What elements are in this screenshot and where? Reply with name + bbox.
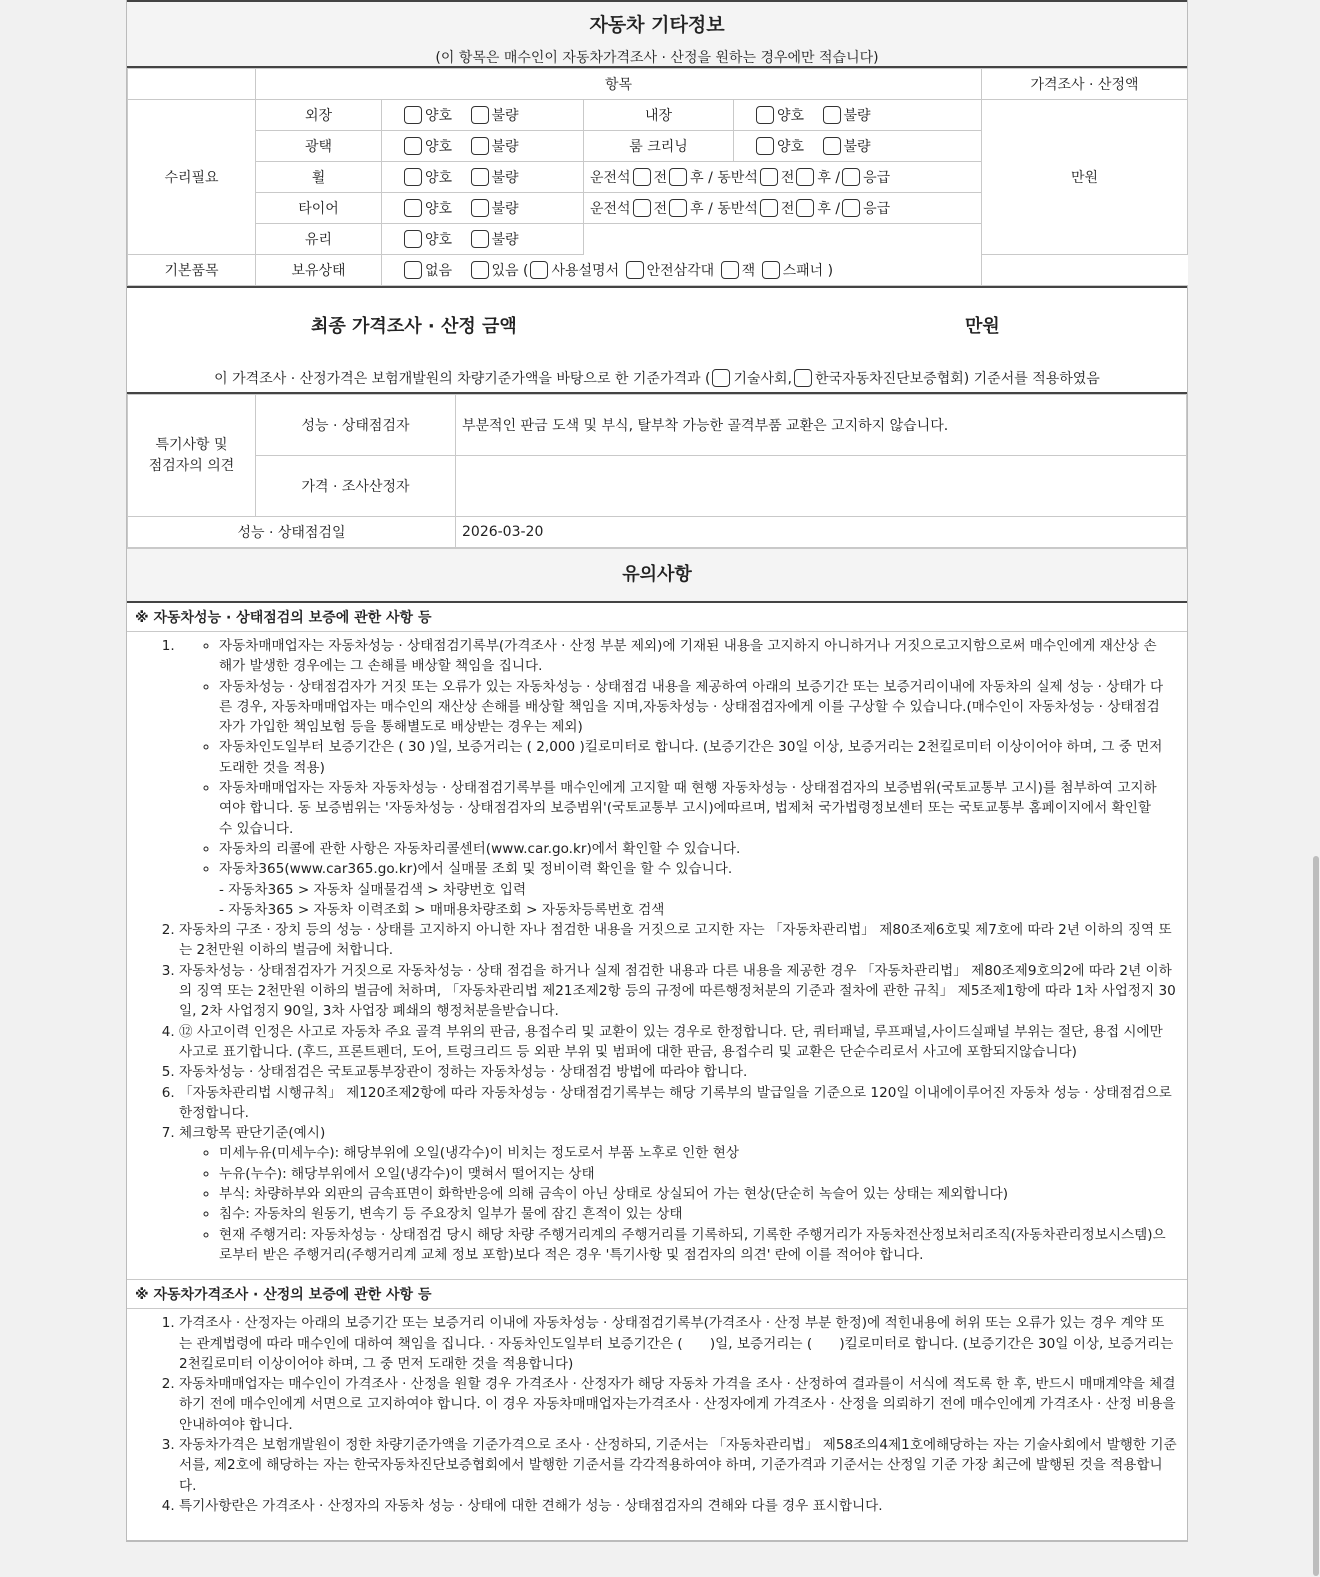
- inspector-label: 성능 · 상태점검자: [256, 395, 456, 456]
- opinion-table: [127, 394, 1187, 548]
- tire-good-checkbox[interactable]: [404, 199, 422, 217]
- list-item: 3. 자동차성능 · 상태점검자가 거짓으로 자동차성능 · 상태 점검을 하거나 실제 점검한 내용과 다른 내용을 제공한 경우 「자동차관리법」 제80조제9호의2에 따라 2년 이하의 징역 또는 2천만원 이하의 벌금에 처하며, 「자동차관리법 제21조제2항 등의 규정에 따른행정처분의 기준과 절차에 관한 규칙」 제5조제1항에 따라 1차 사업정지 30일, 2차 사업정지 90일, 3차 사업장 폐쇄의 행정처분을받습니다.: [179, 961, 1187, 1022]
- corner-cell: [128, 69, 256, 100]
- wheel-bad-checkbox[interactable]: [471, 168, 489, 186]
- notice-section1-list: [127, 636, 1187, 1265]
- list-item: ◦ 자동차의 리콜에 관한 사항은 자동차리콜센터(www.car.go.kr)에서 확인할 수 있습니다.: [219, 839, 1177, 859]
- tire-options: 양호 불량: [382, 193, 584, 224]
- empty-cell: [584, 224, 982, 255]
- list-item: ◦ 현재 주행거리: 자동차성능 · 상태점검 당시 해당 차량 주행거리계의 주행거리를 기록하되, 기록한 주행거리가 자동차전산정보처리조직(자동차관리정보시스템)으로부터 받은 주행거리(주행거리계 교체 정보 포함)보다 적은 경우 '특기사항 및 점검자의 의견' 란에 이를 적어야 합니다.: [219, 1225, 1177, 1266]
- inspector-opinion-text[interactable]: 부분적인 판금 도색 및 부식, 탈부착 가능한 골격부품 교환은 고지하지 않습니다.: [456, 395, 1187, 456]
- final-amount-block: [127, 286, 1187, 394]
- list-item: 1. 가격조사 · 산정자는 아래의 보증기간 또는 보증거리 이내에 자동차성능 · 상태점검기록부(가격조사 · 산정 부분 한정)에 적힌내용에 허위 또는 오류가 있는 경우 계약 또는 관계법령에 따라 매수인에 대하여 책임을 집니다. · 자동차인도일부터 보증기간은 ( )일, 보증거리는 ( )킬로미터로 합니다. (보증기간은 30일 이상, 보증거리는 2천킬로미터 이상이어야 하며, 그 중 먼저 도래한 것을 적용합니다): [179, 1313, 1187, 1374]
- item-column-header: 항목: [256, 69, 982, 100]
- list-item: 6. 「자동차관리법 시행규칙」 제120조제2항에 따라 자동차성능 · 상태점검기록부는 해당 기록부의 발급일을 기준으로 120일 이내에이루어진 자동차 성능 · 상태점검으로 한정합니다.: [179, 1083, 1187, 1124]
- engineer-society-checkbox[interactable]: [712, 369, 730, 387]
- wheel-options: 양호 불량: [382, 162, 584, 193]
- room-cleaning-bad-checkbox[interactable]: [823, 137, 841, 155]
- list-item: ◦ 자동차인도일부터 보증기간은 ( 30 )일, 보증거리는 ( 2,000 )킬로미터로 합니다. (보증기간은 30일 이상, 보증거리는 2천킬로미터 이상이어야 하며, 그 중 먼저 도래한 것을 적용): [219, 737, 1177, 778]
- price-column-header: 가격조사 · 산정액: [982, 69, 1188, 100]
- tire-driver-front-checkbox[interactable]: [633, 199, 651, 217]
- row-label-room-cleaning: 룸 크리닝: [584, 131, 734, 162]
- spanner-checkbox[interactable]: [762, 261, 780, 279]
- empty-price-cell: [982, 255, 1188, 286]
- interior-bad-checkbox[interactable]: [823, 106, 841, 124]
- wheel-passenger-rear-checkbox[interactable]: [796, 168, 814, 186]
- glass-options: 양호 불량: [382, 224, 584, 255]
- wheel-position-options: 운전석 전 후 / 동반석 전 후 / 응급: [584, 162, 982, 193]
- final-amount-unit: 만원: [965, 316, 1000, 337]
- row-label-glass: 유리: [256, 224, 382, 255]
- appraiser-opinion-text[interactable]: [456, 456, 1187, 517]
- room-cleaning-options: 양호 불량: [734, 131, 982, 162]
- final-amount-label: 최종 가격조사 · 산정 금액: [311, 316, 517, 337]
- notice-section1-title: ※ 자동차성능 · 상태점검의 보증에 관한 사항 등: [127, 603, 1187, 632]
- list-item: 2. 자동차의 구조 · 장치 등의 성능 · 상태를 고지하지 아니한 자나 점검한 내용을 거짓으로 고지한 자는 「자동차관리법」 제80조제6호및 제7호에 따라 2년 이하의 징역 또는 2천만원 이하의 벌금에 처합니다.: [179, 920, 1187, 961]
- interior-options: 양호 불량: [734, 100, 982, 131]
- wheel-good-checkbox[interactable]: [404, 168, 422, 186]
- glass-good-checkbox[interactable]: [404, 230, 422, 248]
- final-amount-note: 이 가격조사 · 산정가격은 보험개발원의 차량기준가액을 바탕으로 한 기준가격과 ( 기술사회, 한국자동차진단보증협회) 기준서를 적용하였음: [214, 371, 1100, 387]
- other-info-header: [127, 0, 1187, 68]
- wheel-passenger-front-checkbox[interactable]: [760, 168, 778, 186]
- dash-item: - 자동차365 > 자동차 이력조회 > 매매용차량조회 > 자동차등록번호 검색: [219, 901, 665, 918]
- tire-emergency-checkbox[interactable]: [842, 199, 860, 217]
- section-title: 자동차 기타정보: [589, 14, 725, 36]
- row-label-wheel: 휠: [256, 162, 382, 193]
- diagnosis-association-checkbox[interactable]: [794, 369, 812, 387]
- list-item: ◦ 자동차매매업자는 자동차 자동차성능 · 상태점검기록부를 매수인에게 고지할 때 현행 자동차성능 · 상태점검자의 보증범위(국토교통부 고시)를 첨부하여 고지하여야 합니다. 동 보증범위는 '자동차성능 · 상태점검자의 보증범위'(국토교통부 고시)에따르며, 법제처 국가법령정보센터 또는 국토교통부 홈페이지에서 확인할 수 있습니다.: [219, 778, 1177, 839]
- row-label-gloss: 광택: [256, 131, 382, 162]
- possession-none-checkbox[interactable]: [404, 261, 422, 279]
- glass-bad-checkbox[interactable]: [471, 230, 489, 248]
- list-item: ◦ 자동차365(www.car365.go.kr)에서 실매물 조회 및 정비이력 확인을 할 수 있습니다. - 자동차365 > 자동차 실매물검색 > 차량번호 입력 - 자동차365 > 자동차 이력조회 > 매매용차량조회 > 자동차등록번호 검색: [219, 859, 1177, 920]
- vertical-scrollbar[interactable]: [1300, 0, 1320, 1577]
- possession-has-checkbox[interactable]: [471, 261, 489, 279]
- list-item: 4. ⑫ 사고이력 인정은 사고로 자동차 주요 골격 부위의 판금, 용접수리 및 교환이 있는 경우로 한정합니다. 단, 쿼터패널, 루프패널,사이드실패널 부위는 절단, 용접 시에만 사고로 표기합니다. (후드, 프론트펜더, 도어, 트렁크리드 등 외판 부위 및 범퍼에 대한 판금, 용접수리 및 교환은 단순수리로서 사고에 포함되지않습니다): [179, 1022, 1187, 1063]
- opinion-group-label: 특기사항 및 점검자의 의견: [128, 395, 256, 517]
- exterior-options: 양호 불량: [382, 100, 584, 131]
- manual-checkbox[interactable]: [530, 261, 548, 279]
- list-item: 4. 특기사항란은 가격조사 · 산정자의 자동차 성능 · 상태에 대한 견해가 성능 · 상태점검자의 견해와 다를 경우 표시합니다.: [179, 1496, 1187, 1516]
- room-cleaning-good-checkbox[interactable]: [756, 137, 774, 155]
- list-item: ◦ 누유(누수): 해당부위에서 오일(냉각수)이 맺혀서 떨어지는 상태: [219, 1164, 1177, 1184]
- section-subtitle: (이 항목은 매수인이 자동차가격조사 · 산정을 원하는 경우에만 적습니다): [435, 50, 879, 66]
- tire-driver-rear-checkbox[interactable]: [669, 199, 687, 217]
- exterior-bad-checkbox[interactable]: [471, 106, 489, 124]
- tire-bad-checkbox[interactable]: [471, 199, 489, 217]
- list-item: 5. 자동차성능 · 상태점검은 국토교통부장관이 정하는 자동차성능 · 상태점검 방법에 따라야 합니다.: [179, 1062, 1187, 1082]
- list-item: ◦ 미세누유(미세누수): 해당부위에 오일(냉각수)이 비치는 정도로서 부품 노후로 인한 현상: [219, 1143, 1177, 1163]
- appraiser-label: 가격 · 조사산정자: [256, 456, 456, 517]
- inspection-record-document: [126, 0, 1188, 1542]
- wheel-driver-rear-checkbox[interactable]: [669, 168, 687, 186]
- list-item: 2. 자동차매매업자는 매수인이 가격조사 · 산정을 원할 경우 가격조사 · 산정자가 해당 자동차 가격을 조사 · 산정하여 결과를이 서식에 적도록 한 후, 반드시 매매계약을 체결하기 전에 매수인에게 서면으로 고지하여야 합니다. 이 경우 자동차매매업자는가격조사 · 산정자에게 가격조사 · 산정을 의뢰하기 전에 매수인에게 가격조사 · 산정 비용을 안내하여야 합니다.: [179, 1374, 1187, 1435]
- list-item: 7. 체크항목 판단기준(예시) ◦ 미세누유(미세누수): 해당부위에 오일(냉각수)이 비치는 정도로서 부품 노후로 인한 현상 ◦ 누유(누수): 해당부위에서 오일(냉각수)이 맺혀서 떨어지는 상태 ◦ 부식: 차량하부와 외판의 금속표면이 화학반응에 의해 금속이 아닌 상태로 상실되어 가는 현상(단순히 녹슬어 있는 상태는 제외합니다) ◦ 침수: 자동차의 원동기, 변속기 등 주요장치 일부가 물에 잠긴 흔적이 있는 상태 ◦ 현재 주행거리: 자동차성능 · 상태점검 당시 해당 차량 주행거리계의 주행거리를 기록하되, 기록한 주행거리가 자동차전산정보처리조직(자동차관리정보시스템)으로부터 받은 주행거리(주행거리계 교체 정보 포함)보다 적은 경우 '특기사항 및 점검자의 의견' 란에 이를 적어야 합니다.: [179, 1123, 1187, 1265]
- scrollbar-thumb[interactable]: [1313, 856, 1319, 1576]
- row-label-exterior: 외장: [256, 100, 382, 131]
- repair-group-label: 수리필요: [128, 100, 256, 255]
- repair-price-cell: 만원: [982, 100, 1188, 255]
- list-item: 3. 자동차가격은 보험개발원이 정한 차량기준가액을 기준가격으로 조사 · 산정하되, 기준서는 「자동차관리법」 제58조의4제1호에해당하는 자는 기술사회에서 발행한 기준서를, 제2호에 해당하는 자는 한국자동차진단보증협회에서 발행한 기준서를 각각적용하여야 하며, 기준가격과 기준서는 산정일 기준 가장 최근에 발행된 것을 적용합니다.: [179, 1435, 1187, 1496]
- tire-position-options: 운전석 전 후 / 동반석 전 후 / 응급: [584, 193, 982, 224]
- row-label-interior: 내장: [584, 100, 734, 131]
- list-item: ◦ 침수: 자동차의 원동기, 변속기 등 주요장치 일부가 물에 잠긴 흔적이 있는 상태: [219, 1204, 1177, 1224]
- notice-section1-body: [127, 636, 1187, 1279]
- notice-section2-title: ※ 자동차가격조사 · 산정의 보증에 관한 사항 등: [127, 1279, 1187, 1309]
- list-item: [179, 636, 1187, 920]
- row-label-tire: 타이어: [256, 193, 382, 224]
- inspection-date-value: 2026-03-20: [456, 517, 1187, 548]
- tire-passenger-front-checkbox[interactable]: [760, 199, 778, 217]
- list-item: ◦ 자동차성능 · 상태점검자가 거짓 또는 오류가 있는 자동차성능 · 상태점검 내용을 제공하여 아래의 보증기간 또는 보증거리이내에 자동차의 실제 성능 · 상태가 다른 경우, 자동차매매업자는 매수인의 재산상 손해를 배상할 책임을 지며,자동차성능 · 상태점검자에게 이를 구상할 수 있습니다.(매수인이 자동차성능 · 상태점검자가 가입한 책임보험 등을 통해별도로 배상받는 경우는 제외): [219, 677, 1177, 738]
- interior-good-checkbox[interactable]: [756, 106, 774, 124]
- exterior-good-checkbox[interactable]: [404, 106, 422, 124]
- dash-item: - 자동차365 > 자동차 실매물검색 > 차량번호 입력: [219, 881, 527, 898]
- tire-passenger-rear-checkbox[interactable]: [796, 199, 814, 217]
- notice-section2-body: [127, 1313, 1187, 1540]
- gloss-options: 양호 불량: [382, 131, 584, 162]
- notice-title: 유의사항: [127, 548, 1187, 603]
- wheel-emergency-checkbox[interactable]: [842, 168, 860, 186]
- basic-group-label: 기본품목: [128, 255, 256, 286]
- gloss-good-checkbox[interactable]: [404, 137, 422, 155]
- repair-table: [127, 68, 1188, 286]
- jack-checkbox[interactable]: [721, 261, 739, 279]
- notice-section2-list: [127, 1313, 1187, 1516]
- inspection-date-label: 성능 · 상태점검일: [128, 517, 456, 548]
- possession-options: 없음 있음 ( 사용설명서 안전삼각대 잭 스패너 ): [382, 255, 982, 286]
- list-item: ◦ 1. 자동차매매업자는 자동차성능 · 상태점검기록부(가격조사 · 산정 부분 제외)에 기재된 내용을 고지하지 아니하거나 거짓으로고지함으로써 매수인에게 재산상 손해가 발생한 경우에는 그 손해를 배상할 책임을 집니다.: [219, 636, 1177, 677]
- wheel-driver-front-checkbox[interactable]: [633, 168, 651, 186]
- gloss-bad-checkbox[interactable]: [471, 137, 489, 155]
- list-item: ◦ 부식: 차량하부와 외판의 금속표면이 화학반응에 의해 금속이 아닌 상태로 상실되어 가는 현상(단순히 녹슬어 있는 상태는 제외합니다): [219, 1184, 1177, 1204]
- triangle-checkbox[interactable]: [626, 261, 644, 279]
- row-label-possession: 보유상태: [256, 255, 382, 286]
